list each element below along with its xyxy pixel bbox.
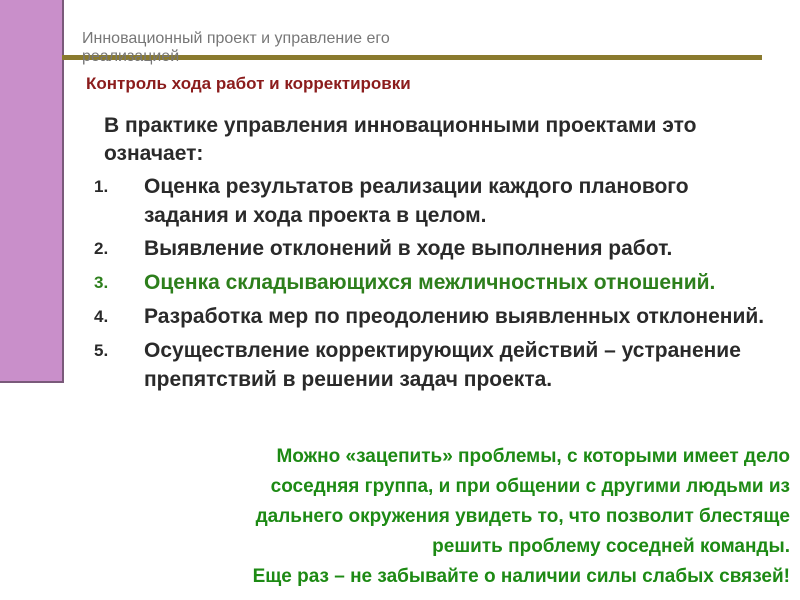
step-text: Выявление отклонений в ходе выполнения работ.	[144, 237, 673, 260]
slide-subtitle: Контроль хода работ и корректировки	[86, 74, 411, 93]
step-number: 2.	[94, 239, 109, 258]
step-text: Разработка мер по преодолению выявленных отклонений.	[144, 305, 765, 328]
note-line: Еще раз – не забывайте о наличии силы слабых связей!	[252, 566, 790, 587]
note-text	[90, 442, 790, 592]
step-number: 3.	[94, 273, 109, 292]
slide-title: Инновационный проект и управление его реализацией	[82, 30, 390, 65]
step-text: Оценка складывающихся межличностных отношений.	[144, 271, 716, 294]
note-line: дальнего окружения увидеть то, что позволит блестяще	[255, 506, 790, 527]
list-item	[94, 302, 774, 332]
step-number: 5.	[94, 341, 109, 360]
intro-text: В практике управления инновационными проектами это означает:	[104, 114, 697, 165]
list-item	[94, 268, 774, 298]
decorative-side-bar	[0, 0, 64, 383]
note-line: решить проблему соседней команды.	[432, 536, 790, 557]
note-line: соседняя группа, и при общении с другими людьми из	[270, 476, 790, 497]
step-text: Оценка результатов реализации каждого планового задания и хода проекта в целом.	[144, 175, 689, 227]
list-item	[94, 336, 774, 394]
step-number: 1.	[94, 177, 109, 196]
steps-list	[94, 172, 774, 398]
step-number: 4.	[94, 307, 109, 326]
note-line: Можно «зацепить» проблемы, с которыми имеет дело	[276, 446, 790, 467]
step-text: Осуществление корректирующих действий – устранение препятствий в решении задач проекта.	[144, 339, 741, 391]
list-item	[94, 172, 774, 230]
list-item	[94, 234, 774, 264]
